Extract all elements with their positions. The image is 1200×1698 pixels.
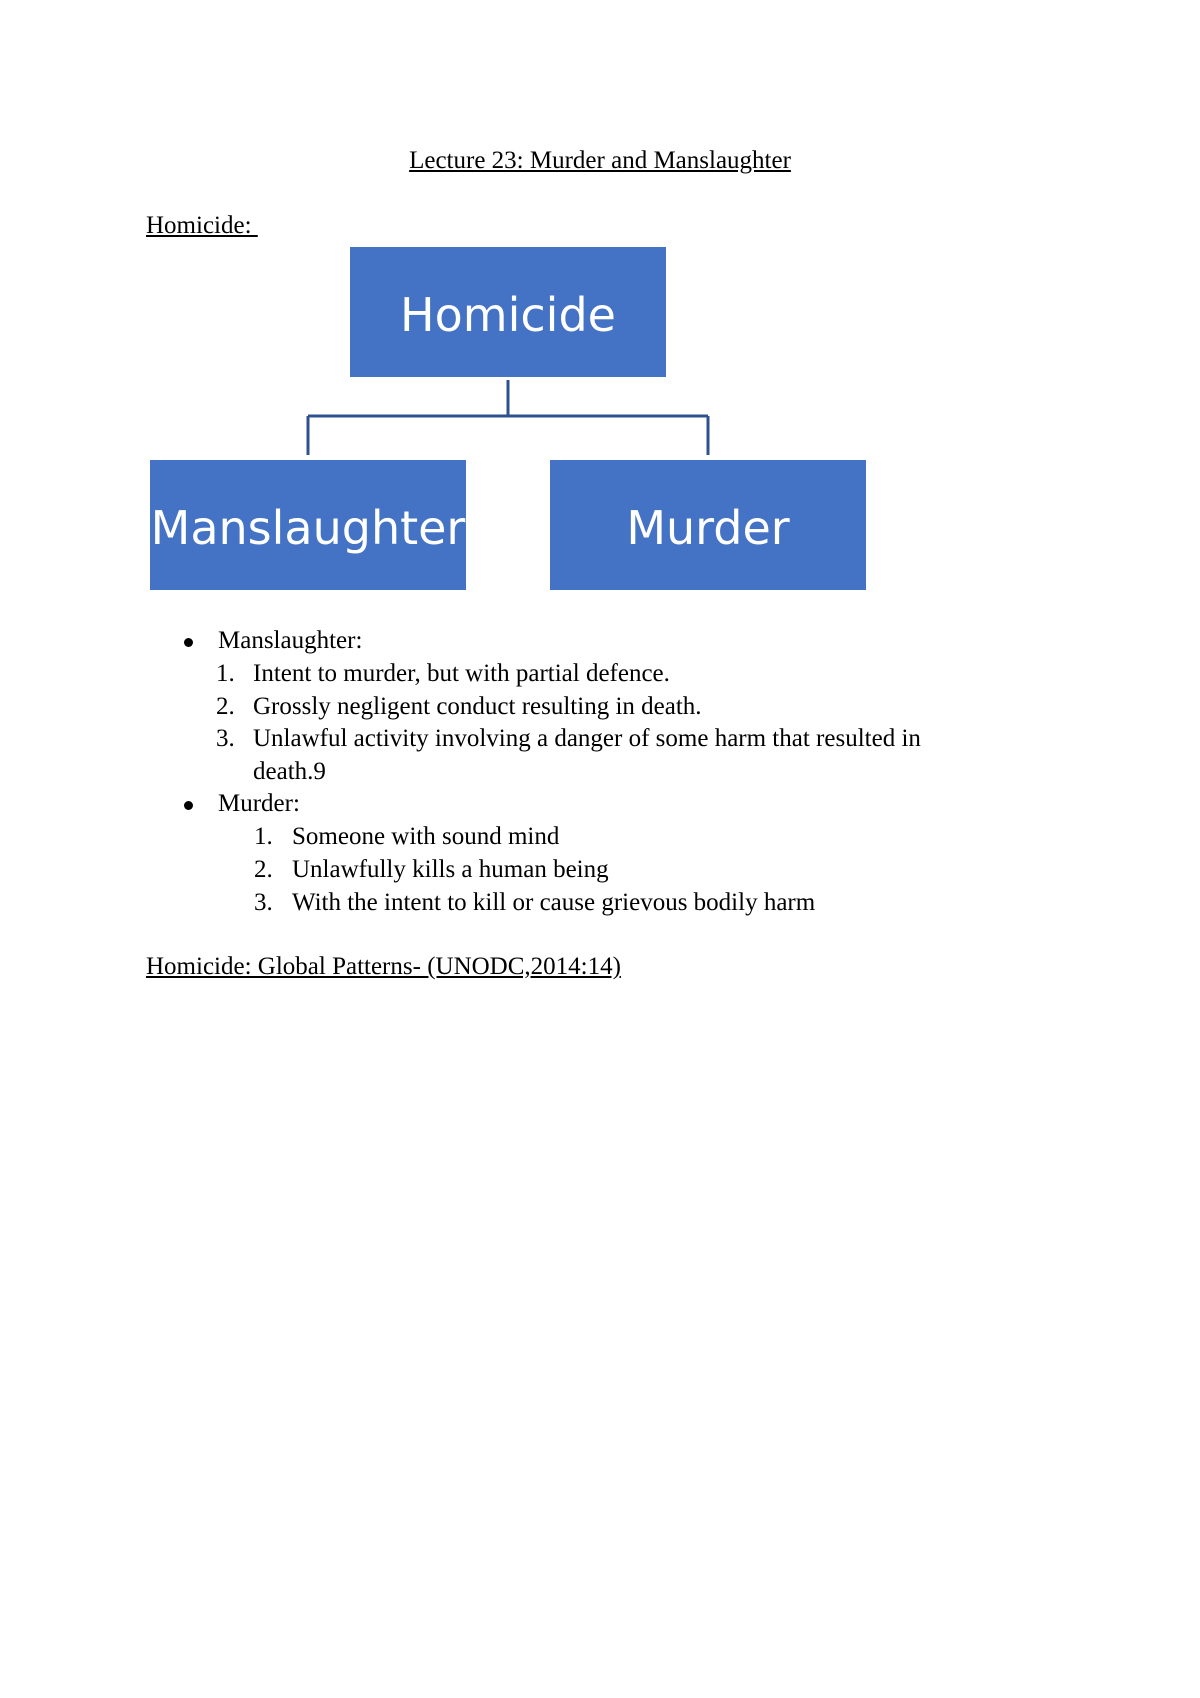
bullet-heading-manslaughter: Manslaughter: [218, 627, 363, 654]
org-box-manslaughter-label: Manslaughter [150, 501, 466, 555]
org-box-homicide-label: Homicide [400, 288, 616, 342]
manslaughter-item-3: Unlawful activity involving a danger of some harm that resulted in [253, 725, 921, 752]
org-box-homicide [350, 247, 666, 377]
murder-item-1: Someone with sound mind [292, 823, 560, 850]
section-heading-homicide: Homicide: [146, 212, 258, 239]
bullet-dot-murder [184, 801, 193, 810]
org-box-murder-label: Murder [626, 501, 790, 555]
manslaughter-item-3-continuation: death.9 [253, 758, 326, 785]
manslaughter-item-2: Grossly negligent conduct resulting in death. [253, 693, 702, 720]
list-marker: 3. [216, 725, 235, 752]
murder-item-3: With the intent to kill or cause grievous bodily harm [292, 889, 816, 916]
homicide-org-chart [0, 0, 1200, 620]
bullet-dot-manslaughter [184, 638, 193, 647]
murder-item-2: Unlawfully kills a human being [292, 856, 609, 883]
org-box-manslaughter [150, 460, 466, 590]
list-marker: 1. [216, 660, 235, 687]
section-heading-global-patterns: Homicide: Global Patterns- (UNODC,2014:14) [146, 953, 621, 980]
page-title: Lecture 23: Murder and Manslaughter [409, 147, 791, 174]
org-chart-connectors [308, 380, 708, 455]
list-marker: 2. [216, 693, 235, 720]
list-marker: 2. [254, 856, 273, 883]
list-marker: 1. [254, 823, 273, 850]
manslaughter-item-1: Intent to murder, but with partial defence. [253, 660, 670, 687]
org-box-murder [550, 460, 866, 590]
bullet-heading-murder: Murder: [218, 790, 300, 817]
list-marker: 3. [254, 889, 273, 916]
